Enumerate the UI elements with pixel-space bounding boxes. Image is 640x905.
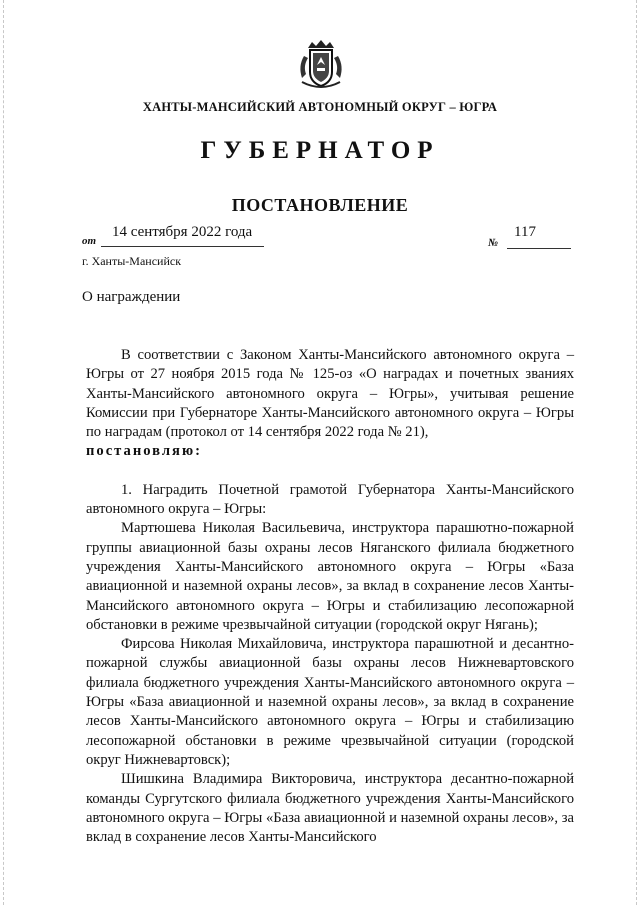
date-prefix: от [82, 235, 97, 247]
awardee-3-paragraph: Шишкина Владимира Викторовича, инструктора десантно-пожарной команды Сургутского филиала бюджетного учреждения Ханты-Мансийского автономного округа – Югры «База авиационной и наземной охраны лесов», за вклад в сохранение лесов Ханты-Мансийского [86, 771, 574, 846]
document-body [86, 346, 574, 847]
region-heading: ХАНТЫ-МАНСИЙСКИЙ АВТОНОМНЫЙ ОКРУГ – ЮГРА [142, 100, 498, 114]
preamble-paragraph: В соответствии с Законом Ханты-Мансийского автономного округа – Югры от 27 ноября 2015 года № 125-оз «О наградах и почетных званиях Ханты-Мансийского автономного округа – Югры», учитывая решение Комиссии при Губернаторе Ханты-Мансийского автономного округа – Югры по наградам (протокол от 14 сентября 2022 года № 21), [86, 347, 574, 441]
decree-word: постановляю: [86, 443, 202, 460]
document-number: 117 [514, 224, 536, 240]
governor-title: ГУБЕРНАТОР [200, 137, 440, 164]
document-type-title: ПОСТАНОВЛЕНИЕ [231, 195, 409, 215]
document-subject: О награждении [82, 289, 181, 305]
right-page-edge [636, 0, 638, 905]
number-prefix: № [488, 237, 499, 249]
city-label: г. Ханты-Мансийск [82, 254, 182, 268]
awardee-2-paragraph: Фирсова Николая Михайловича, инструктора парашютной и десантно-пожарной службы авиационной базы охраны лесов Нижневартовского филиала бюджетного учреждения Ханты-Мансийского автономного округа – Югры «База авиационной и наземной охраны лесов», за вклад в сохранение лесов Ханты-Мансийского автономного округа – Югры и стабилизацию лесопожарной обстановки в режиме чрезвычайной ситуации (городской округ Нижневартовск); [86, 636, 574, 768]
number-underline [507, 248, 571, 249]
date-underline [101, 246, 264, 247]
coat-of-arms-emblem [296, 38, 346, 90]
document-date: 14 сентября 2022 года [112, 224, 253, 240]
item-1-paragraph: 1. Наградить Почетной грамотой Губернатора Ханты-Мансийского автономного округа – Югры: [86, 481, 574, 518]
awardee-1-paragraph: Мартюшева Николая Васильевича, инструктора парашютно-пожарной группы авиационной базы охраны лесов Няганского филиала бюджетного учреждения Ханты-Мансийского автономного округа – Югры «База авиационной и наземной охраны лесов», за вклад в сохранение лесов Ханты-Мансийского автономного округа – Югры и стабилизацию лесопожарной обстановки в режиме чрезвычайной ситуации (городской округ Нягань); [86, 520, 574, 633]
left-page-edge [3, 0, 5, 905]
